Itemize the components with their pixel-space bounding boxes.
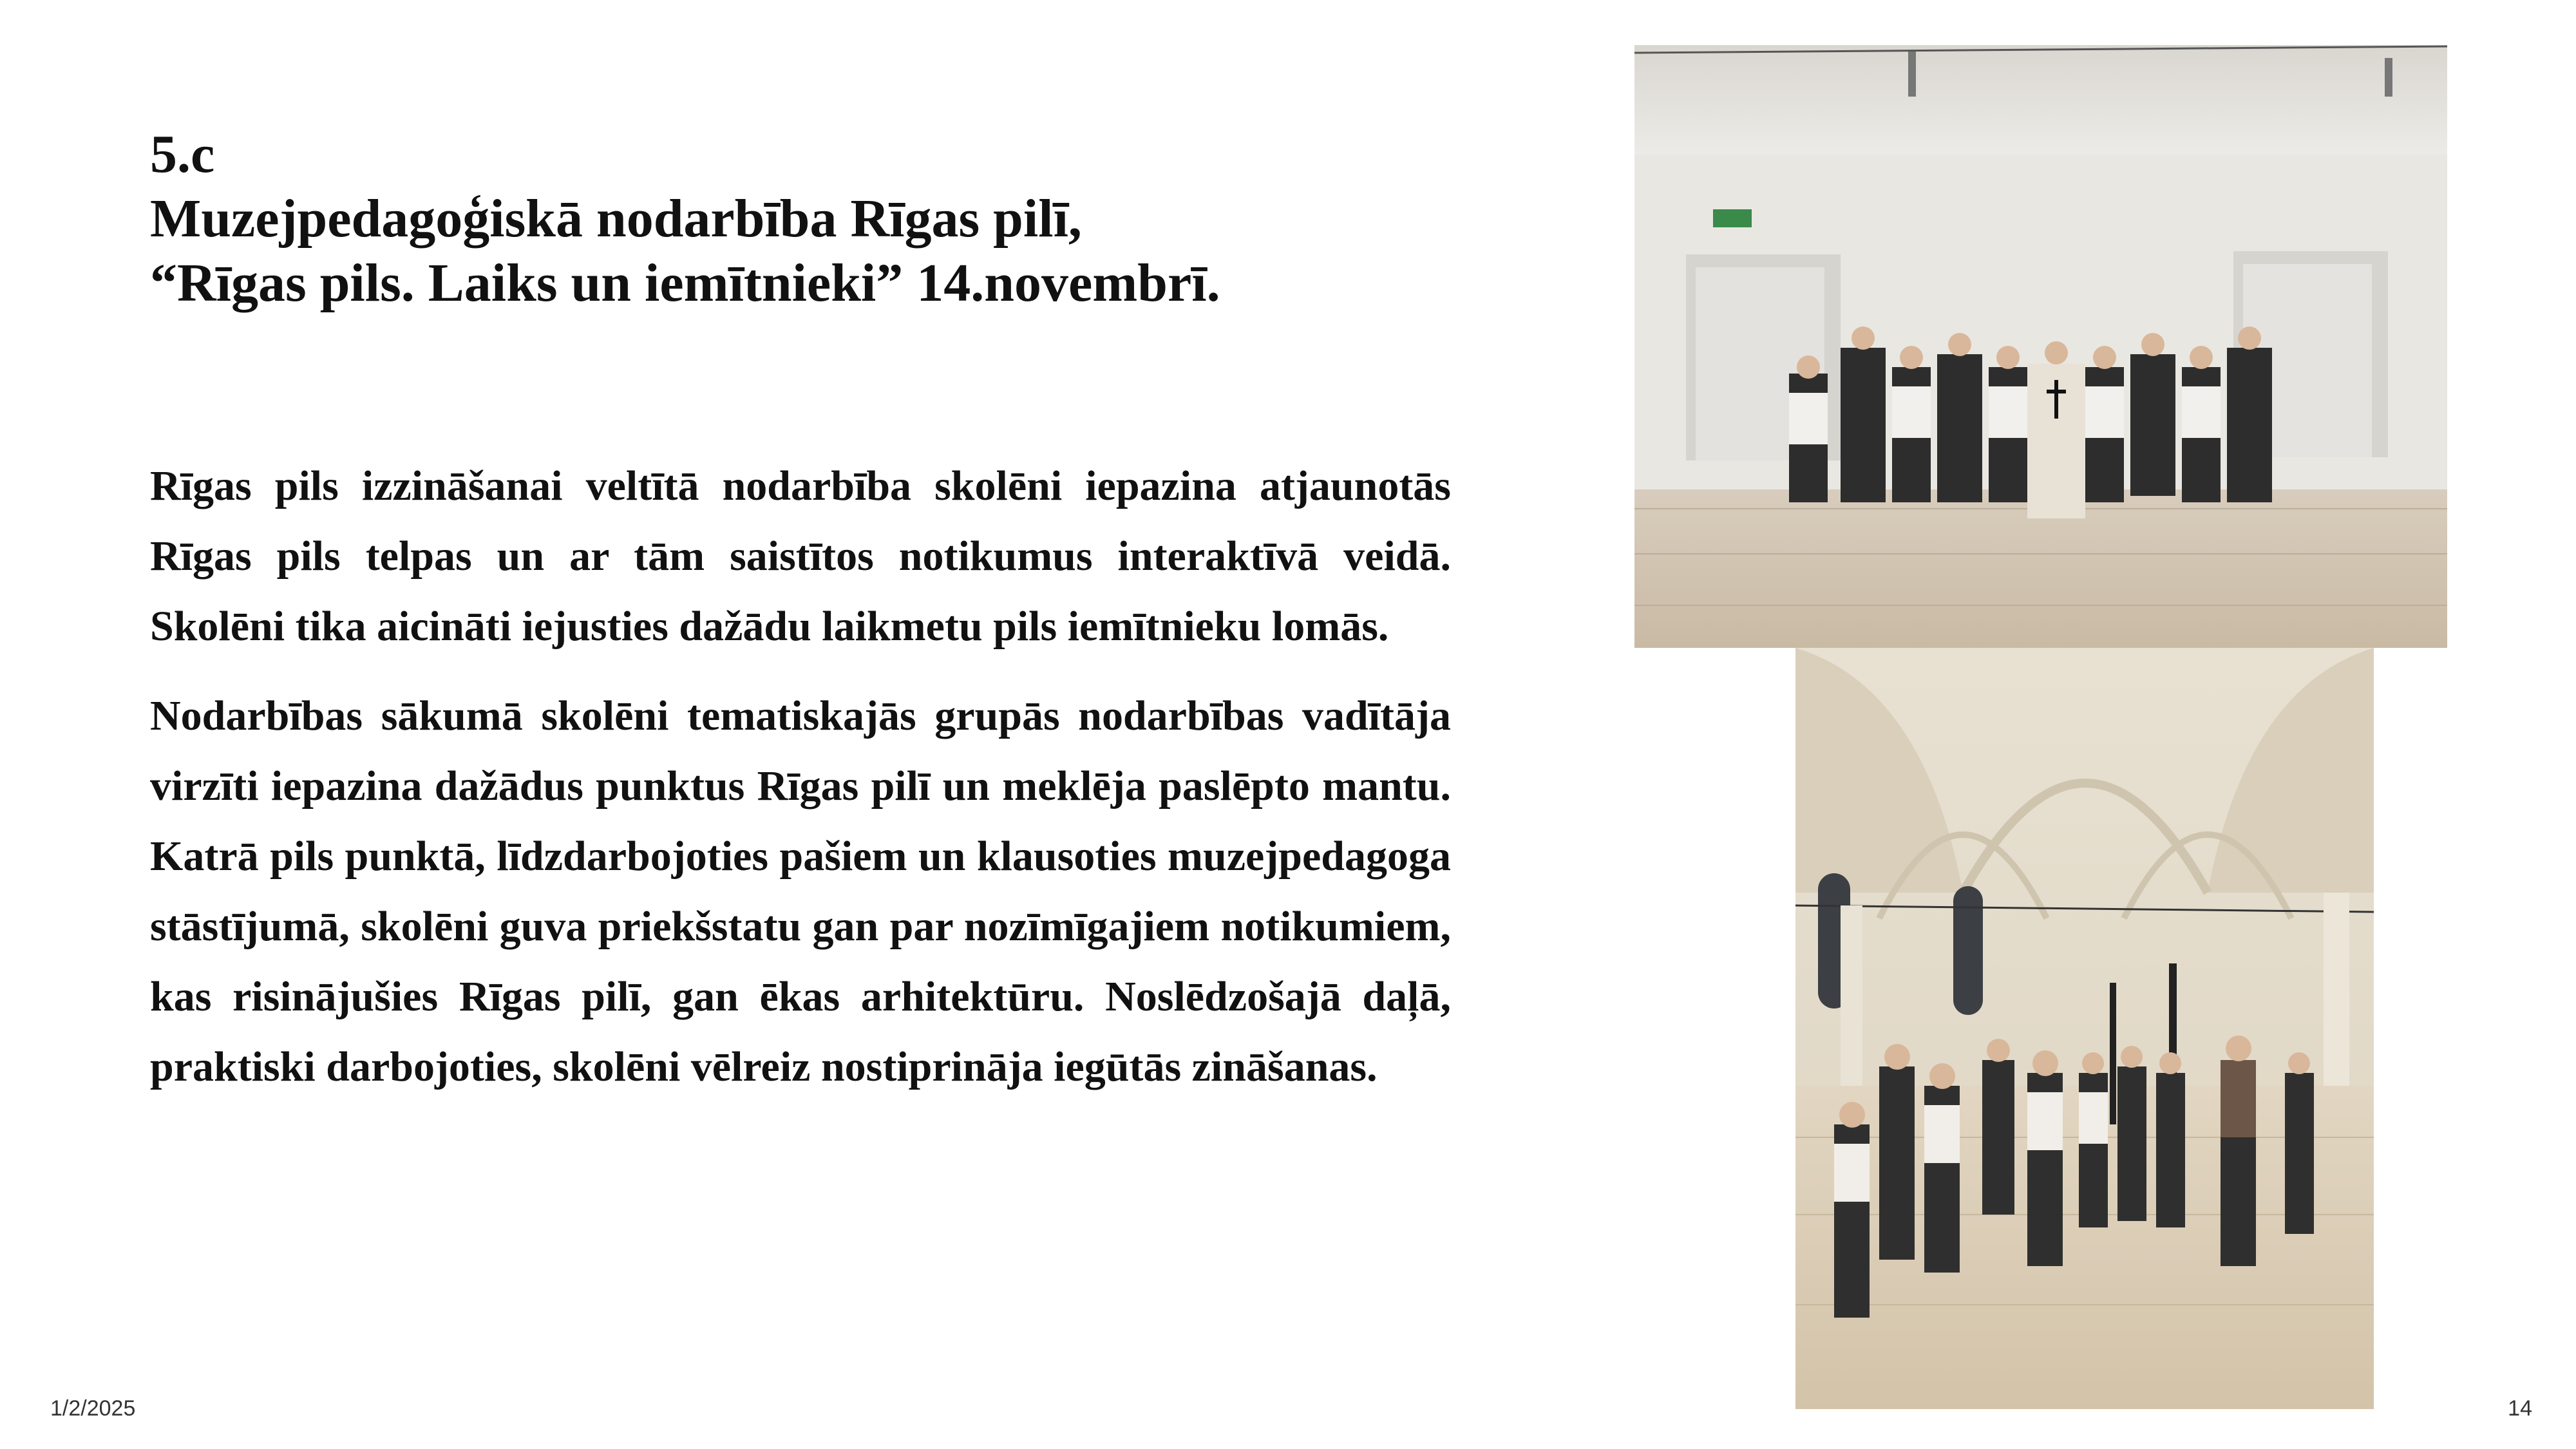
group-photo-vaulted-hall xyxy=(1795,648,2374,1409)
body-paragraph-1: Rīgas pils izzināšanai veltītā nodarbība skolēni iepazina atjaunotās Rīgas pils telpas un ar tām saistītos notikumus interaktīvā veidā. Skolēni tika aicināti iejusties dažādu laikmetu pils iemītnieku lomās. xyxy=(150,462,1451,650)
group-photo-hall xyxy=(1634,45,2447,648)
title-line-program: “Rīgas pils. Laiks un iemītnieki” 14.novembrī. xyxy=(150,253,1220,313)
title-line-event: Muzejpedagoģiskā nodarbība Rīgas pilī, xyxy=(150,189,1082,249)
footer-date: 1/2/2025 xyxy=(50,1396,136,1421)
footer-page-number: 14 xyxy=(2508,1396,2532,1421)
slide-title xyxy=(150,122,1567,316)
title-line-class: 5.c xyxy=(150,124,215,184)
slide-body xyxy=(150,451,1451,1121)
body-paragraph-2: Nodarbības sākumā skolēni tematiskajās grupās nodarbības vadītāja virzīti iepazina dažādus punktus Rīgas pilī un meklēja paslēpto mantu. Katrā pils punktā, līdzdarbojoties pašiem un klausoties muzejpedagoga stāstījumā, skolēni guva priekšstatu gan par nozīmīgajiem notikumiem, kas risinājušies Rīgas pilī, gan ēkas arhitektūru. Noslēdzošajā daļā, praktiski darbojoties, skolēni vēlreiz nostiprināja iegūtās zināšanas. xyxy=(150,692,1451,1090)
